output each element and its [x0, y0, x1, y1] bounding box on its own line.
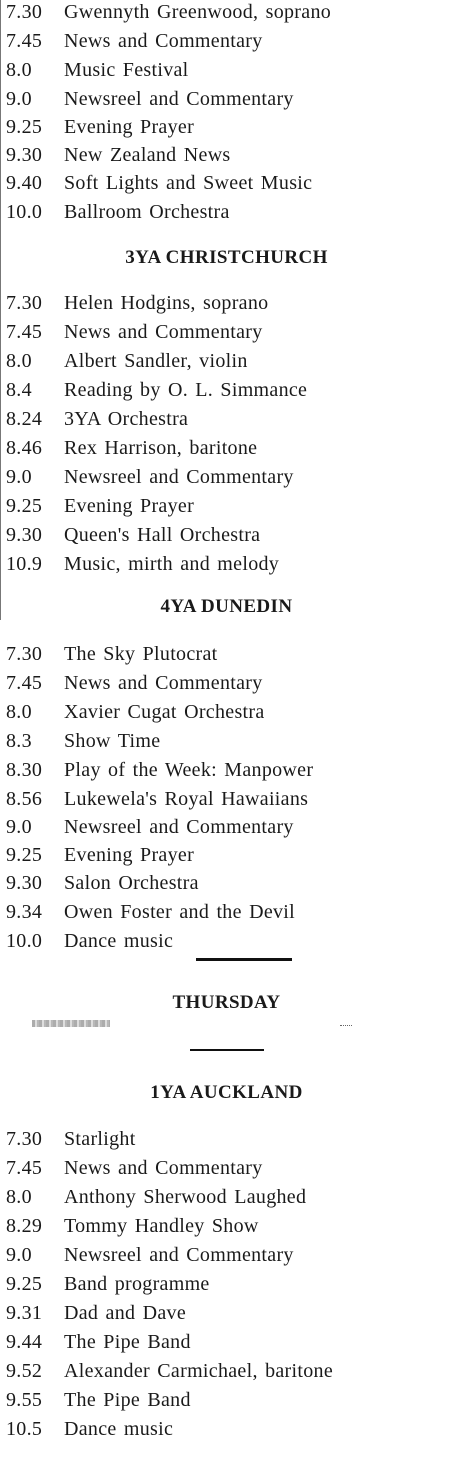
entry-time: 9.0 [6, 466, 32, 488]
program-entry [6, 869, 199, 897]
program-entry [6, 1270, 210, 1298]
entry-program: News and Commentary [64, 1157, 263, 1179]
entry-program: Albert Sandler, violin [64, 350, 248, 372]
program-entry [6, 1183, 306, 1211]
entry-program: Tommy Handley Show [64, 1215, 259, 1237]
entry-program: Dance music [64, 1418, 174, 1440]
entry-program: Owen Foster and the Devil [64, 901, 296, 923]
entry-time: 9.25 [6, 116, 43, 138]
program-entry [6, 698, 265, 726]
program-entry [6, 927, 173, 955]
entry-time: 8.0 [6, 59, 32, 81]
print-smudge [32, 1020, 110, 1027]
entry-time: 8.46 [6, 437, 43, 459]
entry-time: 10.0 [6, 201, 43, 223]
station-heading: 4YA DUNEDIN [160, 596, 293, 617]
program-entry [6, 492, 194, 520]
program-entry [6, 141, 231, 169]
entry-program: Lukewela's Royal Hawaiians [64, 788, 309, 810]
entry-program: Rex Harrison, baritone [64, 437, 258, 459]
entry-program: Band programme [64, 1273, 210, 1295]
entry-time: 8.4 [6, 379, 32, 401]
program-entry [6, 1328, 191, 1356]
entry-program: Newsreel and Commentary [64, 816, 294, 838]
entry-time: 7.45 [6, 30, 43, 52]
entry-program: Ballroom Orchestra [64, 201, 230, 223]
program-entry [6, 1125, 136, 1153]
entry-time: 9.0 [6, 88, 32, 110]
program-entry [6, 0, 331, 26]
entry-program: Queen's Hall Orchestra [64, 524, 261, 546]
program-entry [6, 318, 263, 346]
entry-program: The Pipe Band [64, 1331, 191, 1353]
entry-program: Newsreel and Commentary [64, 1244, 294, 1266]
entry-program: Newsreel and Commentary [64, 88, 294, 110]
entry-program: Reading by O. L. Simmance [64, 379, 308, 401]
entry-program: The Pipe Band [64, 1389, 191, 1411]
entry-time: 7.30 [6, 1, 43, 23]
program-entry [6, 550, 279, 578]
entry-program: New Zealand News [64, 144, 231, 166]
program-entry [6, 169, 312, 197]
entry-program: Salon Orchestra [64, 872, 199, 894]
program-entry [6, 898, 295, 926]
program-entry [6, 640, 218, 668]
entry-time: 9.25 [6, 844, 43, 866]
entry-program: Dad and Dave [64, 1302, 186, 1324]
entry-time: 7.30 [6, 643, 43, 665]
entry-time: 9.0 [6, 816, 32, 838]
entry-time: 10.9 [6, 553, 43, 575]
separator-rule [190, 1049, 264, 1051]
entry-program: Evening Prayer [64, 844, 195, 866]
entry-time: 9.0 [6, 1244, 32, 1266]
separator-rule [196, 958, 292, 961]
entry-time: 8.3 [6, 730, 32, 752]
station-heading: 3YA CHRISTCHURCH [125, 247, 328, 268]
program-entry [6, 1299, 186, 1327]
entry-program: Newsreel and Commentary [64, 466, 294, 488]
program-entry [6, 813, 294, 841]
station-heading: 1YA AUCKLAND [150, 1082, 303, 1103]
entry-time: 9.31 [6, 1302, 43, 1324]
entry-time: 8.0 [6, 350, 32, 372]
program-entry [6, 1212, 259, 1240]
entry-time: 10.0 [6, 930, 43, 952]
program-entry [6, 463, 294, 491]
program-entry [6, 785, 308, 813]
column-rule [0, 0, 1, 620]
program-entry [6, 841, 194, 869]
program-entry [6, 347, 248, 375]
entry-time: 9.25 [6, 1273, 43, 1295]
entry-program: Alexander Carmichael, baritone [64, 1360, 333, 1382]
program-entry [6, 1386, 191, 1414]
program-entry [6, 756, 313, 784]
entry-time: 7.45 [6, 321, 43, 343]
program-entry [6, 669, 263, 697]
program-entry [6, 113, 194, 141]
entry-time: 8.56 [6, 788, 43, 810]
entry-time: 9.40 [6, 172, 43, 194]
entry-program: Evening Prayer [64, 495, 195, 517]
entry-time: 8.0 [6, 701, 32, 723]
program-entry [6, 727, 160, 755]
entry-program: Play of the Week: Manpower [64, 759, 314, 781]
entry-program: The Sky Plutocrat [64, 643, 218, 665]
program-entry [6, 1154, 263, 1182]
program-entry [6, 1241, 294, 1269]
program-entry [6, 1357, 333, 1385]
entry-program: News and Commentary [64, 30, 263, 52]
entry-program: News and Commentary [64, 672, 263, 694]
entry-time: 9.30 [6, 872, 43, 894]
entry-time: 9.55 [6, 1389, 43, 1411]
entry-program: Music, mirth and melody [64, 553, 280, 575]
entry-time: 8.24 [6, 408, 43, 430]
entry-program: Xavier Cugat Orchestra [64, 701, 265, 723]
day-heading: THURSDAY [172, 992, 281, 1013]
entry-program: Music Festival [64, 59, 189, 81]
entry-time: 7.30 [6, 292, 43, 314]
entry-program: Starlight [64, 1128, 136, 1150]
program-entry [6, 521, 260, 549]
entry-time: 9.44 [6, 1331, 43, 1353]
entry-program: Soft Lights and Sweet Music [64, 172, 313, 194]
entry-time: 8.29 [6, 1215, 43, 1237]
entry-time: 7.30 [6, 1128, 43, 1150]
program-entry [6, 27, 263, 55]
program-entry [6, 198, 230, 226]
program-entry [6, 56, 189, 84]
print-specks [340, 1025, 352, 1028]
entry-time: 9.52 [6, 1360, 43, 1382]
entry-program: Helen Hodgins, soprano [64, 292, 269, 314]
entry-program: Evening Prayer [64, 116, 195, 138]
program-entry [6, 405, 188, 433]
entry-time: 7.45 [6, 1157, 43, 1179]
entry-time: 9.30 [6, 144, 43, 166]
entry-program: Anthony Sherwood Laughed [64, 1186, 307, 1208]
program-entry [6, 376, 307, 404]
entry-program: News and Commentary [64, 321, 263, 343]
program-entry [6, 85, 294, 113]
entry-time: 9.34 [6, 901, 43, 923]
entry-time: 8.0 [6, 1186, 32, 1208]
program-entry [6, 289, 268, 317]
entry-program: Dance music [64, 930, 174, 952]
entry-time: 8.30 [6, 759, 43, 781]
entry-time: 9.25 [6, 495, 43, 517]
entry-program: 3YA Orchestra [64, 408, 189, 430]
entry-time: 10.5 [6, 1418, 43, 1440]
entry-program: Show Time [64, 730, 161, 752]
program-entry [6, 1415, 173, 1443]
entry-time: 9.30 [6, 524, 43, 546]
entry-time: 7.45 [6, 672, 43, 694]
entry-program: Gwennyth Greenwood, soprano [64, 1, 332, 23]
program-entry [6, 434, 257, 462]
